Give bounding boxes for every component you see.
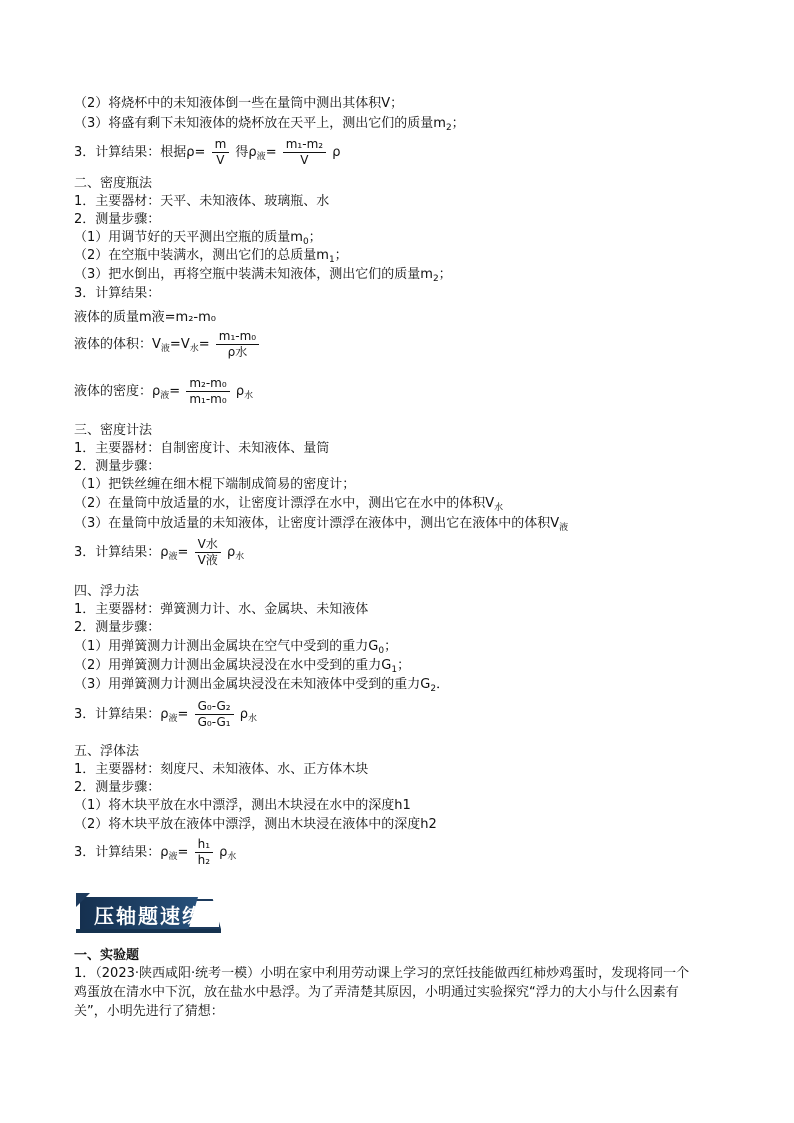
s5-equipment: 1．主要器材：刻度尺、未知液体、水、正方体木块: [74, 762, 369, 777]
fraction-depth-ratio: $\frac{\text{h₁}}{\text{h₂}}$: [195, 838, 213, 867]
s3-heading: 三、密度计法: [74, 423, 153, 438]
s2-density-formula: 液体的密度：$\rho_液=$ $\frac{\text{m₂-m₀}}{\text{m₁-m₀}}$ $\rho_水$: [74, 376, 254, 406]
s2-step1: （1）用调节好的天平测出空瓶的质量$m_0$；: [74, 230, 322, 247]
section-banner: [76, 893, 221, 933]
s4-step3: （3）用弹簧测力计测出金属块浸没在未知液体中受到的重力$G_2$．: [74, 677, 450, 694]
fraction-density: $\frac{\text{m₂-m₀}}{\text{m₁-m₀}}$: [186, 377, 229, 406]
s4-calc-formula: 3．计算结果：$\rho_液=$ $\frac{\text{G₀-G₂}}{\text{G₀-G₁}}$ $\rho_水$: [74, 699, 258, 729]
s3-step2: （2）在量筒中放适量的水，让密度计漂浮在水中，测出它在水中的体积$V_水$: [74, 496, 504, 513]
fraction-m-over-v: $\frac{m}{V}$: [212, 138, 230, 167]
s2-step2: （2）在空瓶中装满水，测出它们的总质量$m_1$；: [74, 248, 348, 265]
exercise-question-line-3: 关”，小明先进行了猜想：: [74, 1004, 224, 1019]
s3-step1: （1）把铁丝缠在细木棍下端制成简易的密度计；: [74, 477, 356, 492]
exercise-section-heading: 一、实验题: [74, 948, 140, 963]
s4-steps-title: 2．测量步骤：: [74, 620, 161, 635]
s2-volume-formula: 液体的体积：$V_液=V_水=$ $\frac{\text{m₁-m₀}}{\text{ρ水}}$: [74, 330, 261, 359]
s3-steps-title: 2．测量步骤：: [74, 459, 161, 474]
fraction-volume-ratio: $\frac{\text{V水}}{\text{V液}}$: [195, 538, 221, 567]
s5-step1: （1）将木块平放在水中漂浮，测出木块浸在水中的深度h1: [74, 798, 411, 813]
s5-step2: （2）将木块平放在液体中漂浮，测出木块浸在液体中的深度h2: [74, 817, 437, 832]
s4-step1: （1）用弹簧测力计测出金属块在空气中受到的重力$G_0$；: [74, 639, 398, 656]
s5-calc-formula: 3．计算结果：$\rho_液=$ $\frac{\text{h₁}}{\text{h₂}}$ $\rho_水$: [74, 837, 237, 867]
s2-mass-formula: 液体的质量m液=m₂-m₀: [74, 310, 216, 325]
s4-equipment: 1．主要器材：弹簧测力计、水、金属块、未知液体: [74, 602, 369, 617]
s3-equipment: 1．主要器材：自制密度计、未知液体、量筒: [74, 441, 330, 456]
fraction-weight-ratio: $\frac{\text{G₀-G₂}}{\text{G₀-G₁}}$: [195, 700, 234, 729]
s4-step2: （2）用弹簧测力计测出金属块浸没在水中受到的重力$G_1$；: [74, 658, 411, 675]
exercise-question-line-2: 鸡蛋放在清水中下沉，放在盐水中悬浮。为了弄清楚其原因，小明通过实验探究“浮力的大小与什么因素有: [74, 985, 679, 1000]
s5-heading: 五、浮体法: [74, 744, 140, 759]
s2-steps-title: 2．测量步骤：: [74, 212, 161, 227]
s2-equipment: 1．主要器材：天平、未知液体、玻璃瓶、水: [74, 194, 330, 209]
exercise-question-line-1: 1．（2023·陕西咸阳·统考一模）小明在家中利用劳动课上学习的烹饪技能做西红柿炒鸡蛋时，发现将同一个: [74, 966, 690, 981]
s2-heading: 二、密度瓶法: [74, 176, 153, 191]
s4-heading: 四、浮力法: [74, 584, 140, 599]
s5-steps-title: 2．测量步骤：: [74, 780, 161, 795]
s2-calc-title: 3．计算结果：: [74, 286, 161, 301]
s1-calc-formula: 3．计算结果：根据ρ= $\frac{m}{V}$ 得$\rho_液=$ $\frac{\text{m₁-m₂}}{V}$ ρ: [74, 137, 341, 167]
s1-step2: （2）将烧杯中的未知液体倒一些在量筒中测出其体积V；: [74, 96, 404, 111]
s1-step3: （3）将盛有剩下未知液体的烧杯放在天平上，测出它们的质量$m_2$；: [74, 116, 465, 133]
s3-step3: （3）在量筒中放适量的未知液体，让密度计漂浮在液体中，测出它在液体中的体积$V_液$: [74, 516, 569, 533]
s2-step3: （3）把水倒出，再将空瓶中装满未知液体，测出它们的质量$m_2$；: [74, 267, 452, 284]
fraction-volume: $\frac{\text{m₁-m₀}}{\text{ρ水}}$: [216, 330, 259, 359]
banner-title: 压轴题速练: [94, 904, 204, 928]
fraction-mass-diff-over-v: $\frac{\text{m₁-m₂}}{V}$: [283, 138, 326, 167]
s3-calc-formula: 3．计算结果：$\rho_液=$ $\frac{\text{V水}}{\text{V液}}$ $\rho_水$: [74, 537, 245, 567]
